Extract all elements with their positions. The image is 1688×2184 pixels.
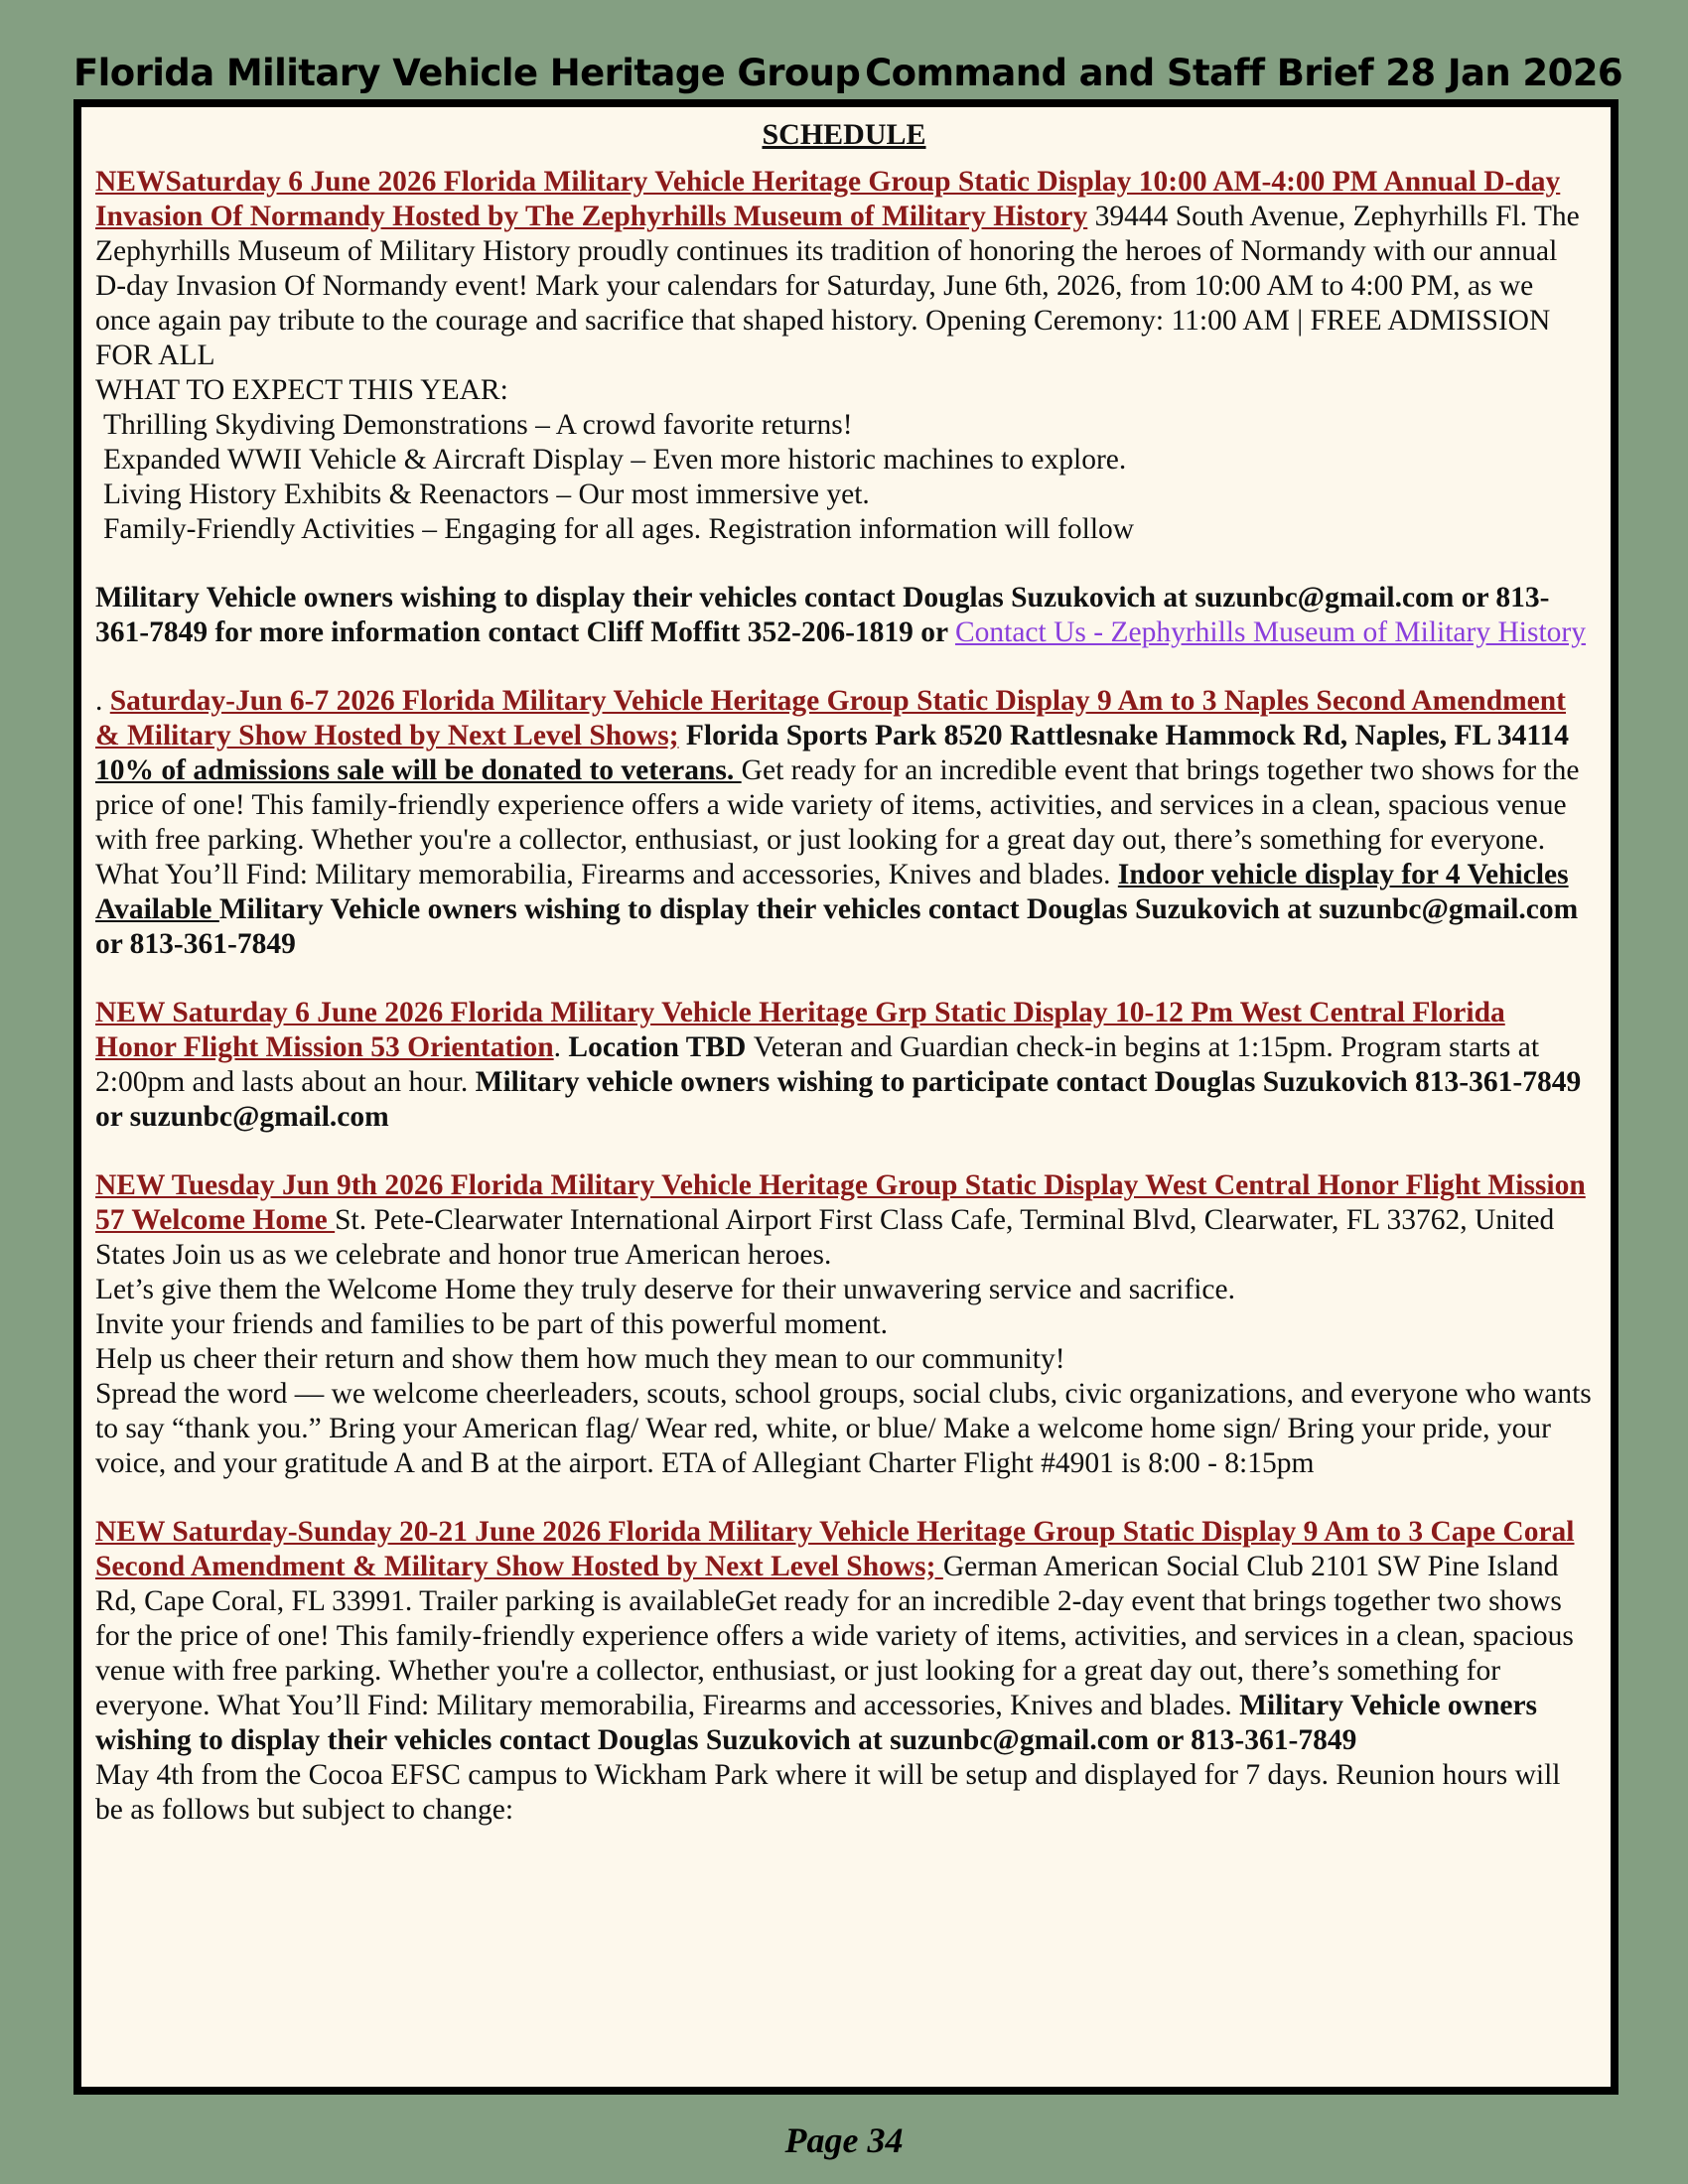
event-naples-indoor-display: Indoor vehicle display for 4 Vehicles Available bbox=[95, 859, 1569, 925]
event-cape-coral-heading[interactable]: NEW Saturday-Sunday 20-21 June 2026 Florida Military Vehicle Heritage Group Static Display 9 Am to 3 Cape Coral Second Amendment & Military Show Hosted by Next Level Shows; bbox=[95, 1516, 1575, 1582]
event-welcome-home-line: Help us cheer their return and show them how much they mean to our community! bbox=[95, 1343, 1065, 1375]
page-header bbox=[73, 50, 1622, 95]
event-dday-contact-text: Military Vehicle owners wishing to display their vehicles contact Douglas Suzukovich at suzunbc@gmail.com or 813-361-7849 for more information contact Cliff Moffitt 352-206-1819 or bbox=[95, 582, 1550, 648]
event-orientation-dot: . bbox=[553, 1031, 562, 1063]
event-naples-body: Get ready for an incredible event that brings together two shows for the price of one! This family-friendly experience offers a wide variety of items, activities, and services in a clean, spacious venue with free parking. Whether you're a collector, enthusiast, or just looking for a great day out, there’s something for everyone. What You’ll Find: Military memorabilia, Firearms and accessories, Knives and blades. bbox=[95, 754, 1580, 890]
event-dday-expect-title: WHAT TO EXPECT THIS YEAR: bbox=[95, 374, 508, 406]
event-welcome-home-line: Spread the word — we welcome cheerleaders, scouts, school groups, social clubs, civic organizations, and everyone who wants to say “thank you.” Bring your American flag/ Wear red, white, or blue/ Make a welcome home sign/ Bring your pride, your voice, and your gratitude A and B at the airport. ETA of Allegiant Charter Flight #4901 is 8:00 - 8:15pm bbox=[95, 1378, 1592, 1479]
header-brief-title: Command and Staff Brief 28 Jan 2026 bbox=[865, 51, 1622, 94]
event-welcome-home-line: Let’s give them the Welcome Home they truly deserve for their unwavering service and sacrifice. bbox=[95, 1274, 1235, 1305]
content-panel bbox=[81, 107, 1611, 2087]
event-dday-normandy bbox=[95, 165, 1593, 547]
content-frame bbox=[73, 99, 1618, 2095]
event-orientation-contact: Military vehicle owners wishing to participate contact Douglas Suzukovich 813-361-7849 or suzunbc@gmail.com bbox=[95, 1066, 1582, 1133]
event-welcome-home-line: Invite your friends and families to be part of this powerful moment. bbox=[95, 1308, 888, 1340]
event-dday-contact bbox=[95, 581, 1593, 650]
event-dday-body: 39444 South Avenue, Zephyrhills Fl. The Zephyrhills Museum of Military History proudly continues its tradition of honoring the heroes of Normandy with our annual D-day Invasion Of Normandy event! Mark your calendars for Saturday, June 6th, 2026, from 10:00 AM to 4:00 PM, as we once again pay tribute to the courage and sacrifice that shaped history. Opening Ceremony: 11:00 AM | FREE ADMISSION FOR ALL bbox=[95, 201, 1580, 371]
event-orientation-location: Location TBD bbox=[561, 1031, 754, 1063]
schedule-title: SCHEDULE bbox=[762, 118, 926, 151]
event-orientation-heading[interactable]: NEW Saturday 6 June 2026 Florida Military Vehicle Heritage Grp Static Display 10-12 Pm West Central Florida Honor Flight Mission 53 Orientation bbox=[95, 997, 1505, 1063]
event-cape-coral-description bbox=[95, 1515, 1593, 1758]
event-welcome-home-body: St. Pete-Clearwater International Airport First Class Cafe, Terminal Blvd, Clearwater, FL 33762, United States Join us as we celebrate and honor true American heroes. bbox=[95, 1204, 1555, 1271]
event-cape-coral-show bbox=[95, 1515, 1593, 1828]
event-cape-coral-extra: May 4th from the Cocoa EFSC campus to Wickham Park where it will be setup and displayed for 7 days. Reunion hours will be as follows but subject to change: bbox=[95, 1759, 1561, 1826]
event-naples-contact: Military Vehicle owners wishing to display their vehicles contact Douglas Suzukovich at suzunbc@gmail.com or 813-361-7849 bbox=[95, 893, 1579, 960]
header-org-name: Florida Military Vehicle Heritage Group bbox=[73, 51, 861, 94]
event-welcome-home-heading[interactable]: NEW Tuesday Jun 9th 2026 Florida Military Vehicle Heritage Group Static Display West Central Honor Flight Mission 57 Welcome Home bbox=[95, 1169, 1586, 1236]
page-number: Page 34 bbox=[784, 2120, 904, 2160]
event-dday-expect-item: Expanded WWII Vehicle & Aircraft Display – Even more historic machines to explore. bbox=[103, 444, 1127, 476]
event-dday-expect-item: Living History Exhibits & Reenactors – Our most immersive yet. bbox=[103, 478, 870, 510]
event-welcome-home-description bbox=[95, 1168, 1593, 1273]
event-dday-expect-item: Thrilling Skydiving Demonstrations – A crowd favorite returns! bbox=[103, 409, 853, 441]
event-cape-coral-contact: Military Vehicle owners wishing to display their vehicles contact Douglas Suzukovich at suzunbc@gmail.com or 813-361-7849 bbox=[95, 1690, 1538, 1756]
event-naples-heading[interactable]: Saturday-Jun 6-7 2026 Florida Military Vehicle Heritage Group Static Display 9 Am to 3 Naples Second Amendment & Military Show Hosted by Next Level Shows; bbox=[95, 685, 1567, 751]
event-cape-coral-body: German American Social Club 2101 SW Pine Island Rd, Cape Coral, FL 33991. Trailer parking is availableGet ready for an incredible 2-day event that brings together two shows for the price of one! This family-friendly experience offers a wide variety of items, activities, and services in a clean, spacious venue with free parking. Whether you're a collector, enthusiast, or just looking for a great day out, there’s something for everyone. What You’ll Find: Military memorabilia, Firearms and accessories, Knives and blades. bbox=[95, 1551, 1574, 1721]
event-naples-location: Florida Sports Park 8520 Rattlesnake Hammock Rd, Naples, FL 34114 bbox=[678, 720, 1570, 751]
event-dday-description bbox=[95, 165, 1593, 373]
event-naples-prefix: . bbox=[95, 685, 110, 717]
event-orientation-body: Veteran and Guardian check-in begins at 1:15pm. Program starts at 2:00pm and lasts about an hour. bbox=[95, 1031, 1540, 1098]
event-dday-heading[interactable]: NEWSaturday 6 June 2026 Florida Military Vehicle Heritage Group Static Display 10:00 AM-4:00 PM Annual D-day Invasion Of Normandy Hosted by The Zephyrhills Museum of Military History bbox=[95, 166, 1561, 232]
event-welcome-home bbox=[95, 1168, 1593, 1481]
event-naples-show bbox=[95, 684, 1593, 962]
event-honor-flight-orientation bbox=[95, 996, 1593, 1135]
event-naples-donation: 10% of admissions sale will be donated to veterans. bbox=[95, 754, 742, 786]
event-dday-expect-item: Family-Friendly Activities – Engaging for all ages. Registration information will follow bbox=[103, 513, 1135, 545]
contact-us-link[interactable]: Contact Us - Zephyrhills Museum of Military History bbox=[954, 616, 1586, 648]
